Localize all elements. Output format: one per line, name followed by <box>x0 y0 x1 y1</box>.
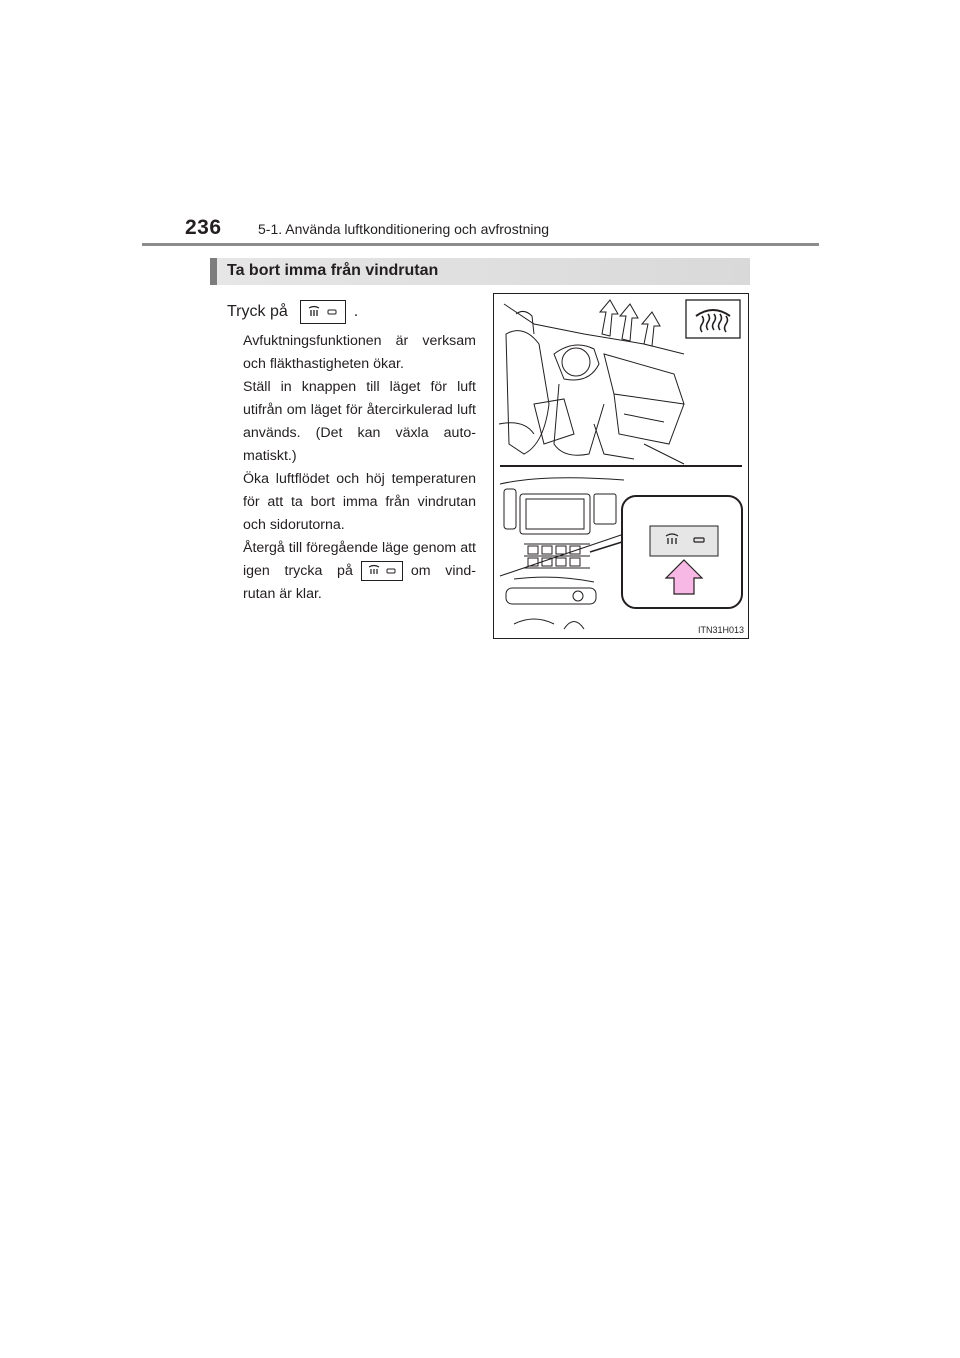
section-title: Ta bort imma från vindrutan <box>227 262 439 279</box>
body-text <box>243 330 476 606</box>
return-text-after: om vind-rutan är klar. <box>243 563 477 602</box>
header-rule <box>142 243 819 246</box>
step-suffix: . <box>353 303 359 320</box>
paragraph: Ställ in knappen till läget för luft utifrån om läget för återcirkulerad luft används. (Det kan växla auto-matiskt.) <box>243 379 476 464</box>
defroster-button-icon <box>300 300 346 324</box>
page-number: 236 <box>185 216 222 239</box>
return-text-before: Återgå till föregående läge genom att igen trycka på <box>243 540 476 579</box>
section-heading-bar <box>210 258 750 285</box>
paragraph: Avfuktningsfunktionen är verksam och fläkthastigheten ökar. <box>243 333 476 372</box>
windshield-defroster-icon <box>686 300 740 338</box>
step-prefix: Tryck på <box>227 303 288 320</box>
paragraph-return <box>243 537 476 606</box>
section-accent <box>210 258 217 285</box>
step-instruction <box>227 300 358 324</box>
defroster-button-icon <box>361 561 403 581</box>
illustration-figure <box>493 293 749 639</box>
chapter-title: 5-1. Använda luftkonditionering och avfrostning <box>258 221 550 237</box>
paragraph: Öka luftflödet och höj temperaturen för att ta bort imma från vindrutan och sidorutorna. <box>243 471 476 533</box>
car-interior-illustration <box>494 294 748 638</box>
figure-code: ITN31H013 <box>697 625 744 635</box>
